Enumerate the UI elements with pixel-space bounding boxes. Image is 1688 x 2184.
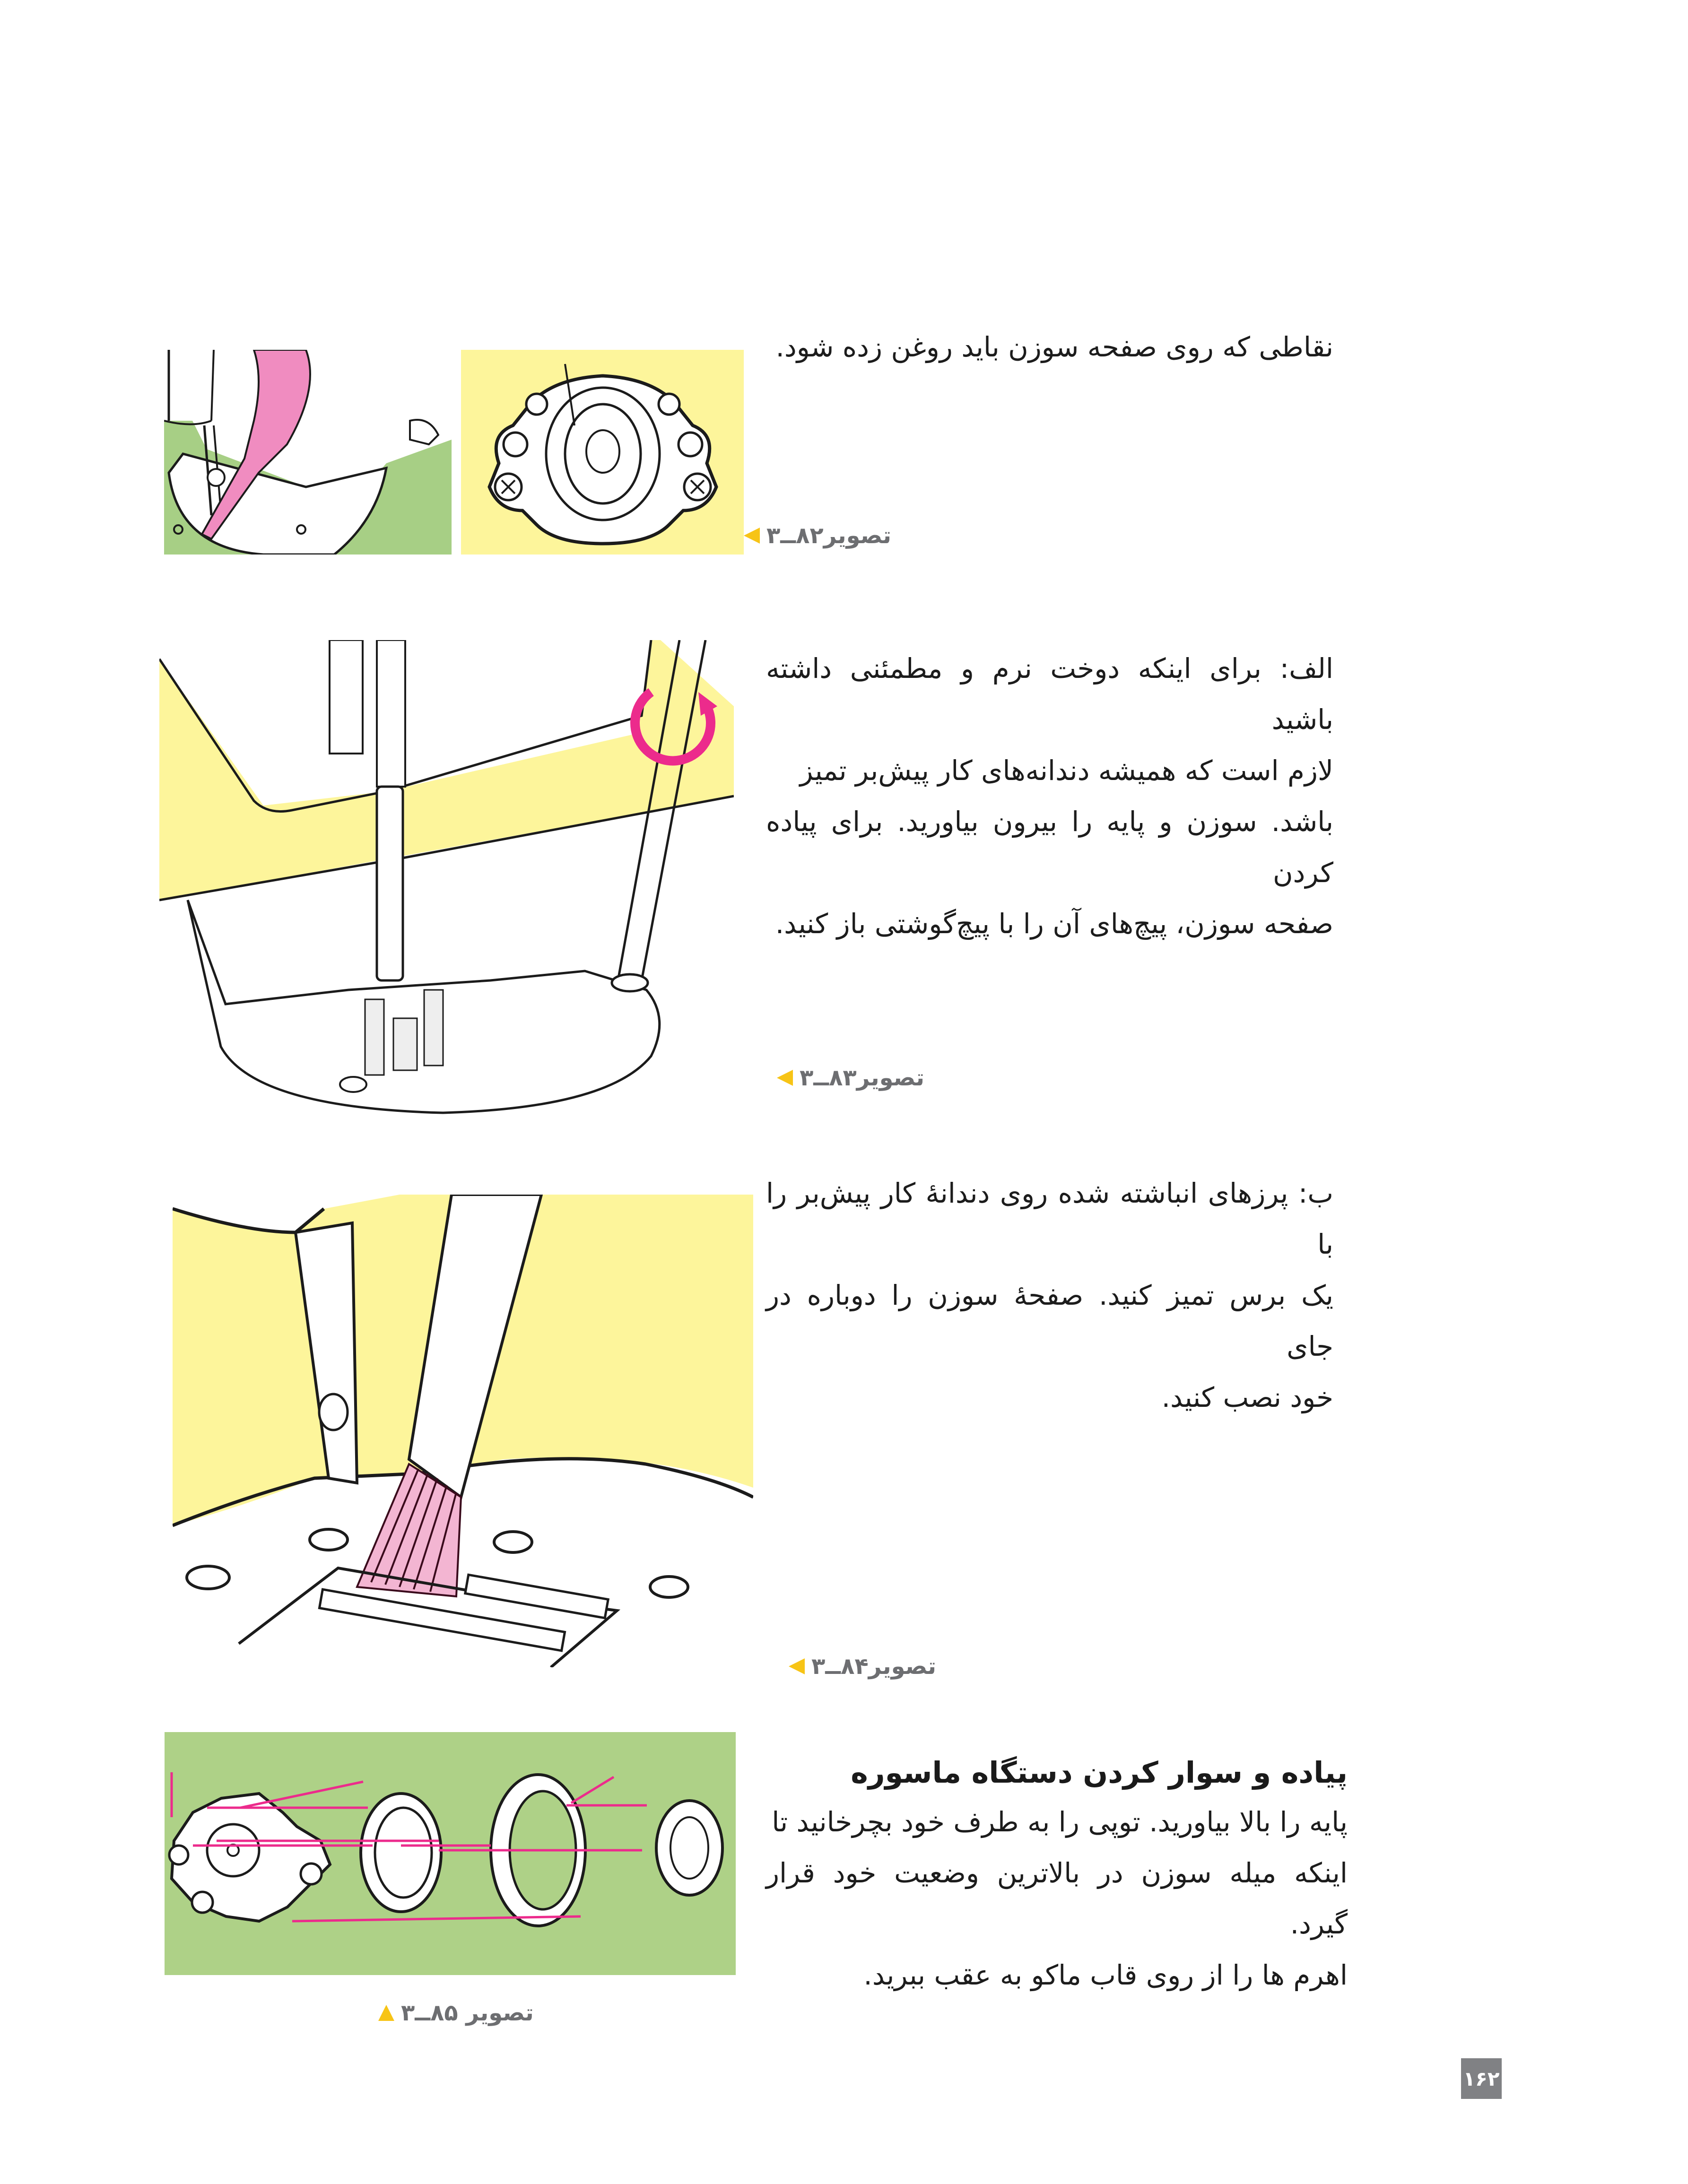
caption-marker-icon bbox=[744, 528, 760, 544]
figure-85-description bbox=[766, 1796, 1348, 2001]
figure-84-description bbox=[766, 1168, 1333, 1423]
oil-can-illustration bbox=[164, 350, 452, 555]
figure-84-image bbox=[173, 1195, 753, 1667]
paragraph-line: الف: برای اینکه دوخت نرم و مطمئنی داشته باشید bbox=[766, 652, 1333, 736]
paragraph-line: پایه را بالا بیاورید. توپی را به طرف خود بچرخانید تا bbox=[772, 1806, 1348, 1838]
paragraph-line: خود نصب کنید. bbox=[1161, 1381, 1333, 1413]
hook-assembly-illustration bbox=[461, 350, 744, 555]
figure-85-image bbox=[165, 1732, 736, 1975]
caption-text: تصویر۸۳ــ۳ bbox=[800, 1065, 924, 1091]
paragraph-line: صفحه سوزن، پیچ‌های آن را با پیچ‌گوشتی باز کنید. bbox=[775, 908, 1333, 940]
figure-82-text: نقاطی که روی صفحه سوزن باید روغن زده شود. bbox=[775, 331, 1333, 363]
figure-83-image bbox=[159, 640, 734, 1120]
figure-82-oiling-image bbox=[164, 350, 452, 555]
figure-82-hook-image bbox=[461, 350, 744, 555]
screwdriver-needle-plate-illustration bbox=[159, 640, 734, 1120]
figure-83-description bbox=[766, 643, 1333, 949]
figure-82-description bbox=[766, 321, 1333, 373]
brush-feed-dogs-illustration bbox=[173, 1195, 753, 1667]
figure-85-caption bbox=[378, 2000, 534, 2026]
figure-83-caption bbox=[777, 1065, 924, 1091]
caption-marker-icon bbox=[378, 2005, 394, 2021]
caption-text: تصویر۸۴ــ۳ bbox=[811, 1653, 936, 1680]
bobbin-hook-exploded-illustration bbox=[165, 1732, 736, 1975]
figure-82-caption bbox=[744, 522, 891, 549]
section-heading-bobbin-mechanism: پیاده و سوار کردن دستگاه ماسوره bbox=[851, 1755, 1348, 1790]
page-number: ۱۶۲ bbox=[1461, 2058, 1502, 2099]
caption-marker-icon bbox=[789, 1658, 805, 1674]
paragraph-line: ب: پرزهای انباشته شده روی دندانهٔ کار پیش‌بر را با bbox=[766, 1177, 1333, 1260]
paragraph-line: اینکه میله سوزن در بالاترین وضعیت خود قرار گیرد. bbox=[766, 1857, 1348, 1940]
paragraph-line: لازم است که همیشه دندانه‌های کار پیش‌بر تمیز bbox=[800, 754, 1333, 787]
caption-text: تصویر۸۲ــ۳ bbox=[766, 522, 891, 549]
paragraph-line: باشد. سوزن و پایه را بیرون بیاورید. برای پیاده کردن bbox=[766, 806, 1333, 889]
caption-text: تصویر ۸۵ــ۳ bbox=[401, 2000, 534, 2026]
paragraph-line: اهرم ها را از روی قاب ماکو به عقب ببرید. bbox=[863, 1959, 1348, 1991]
figure-84-caption bbox=[789, 1653, 936, 1680]
caption-marker-icon bbox=[777, 1070, 793, 1086]
paragraph-line: یک برس تمیز کنید. صفحهٔ سوزن را دوباره در جای bbox=[766, 1279, 1333, 1362]
